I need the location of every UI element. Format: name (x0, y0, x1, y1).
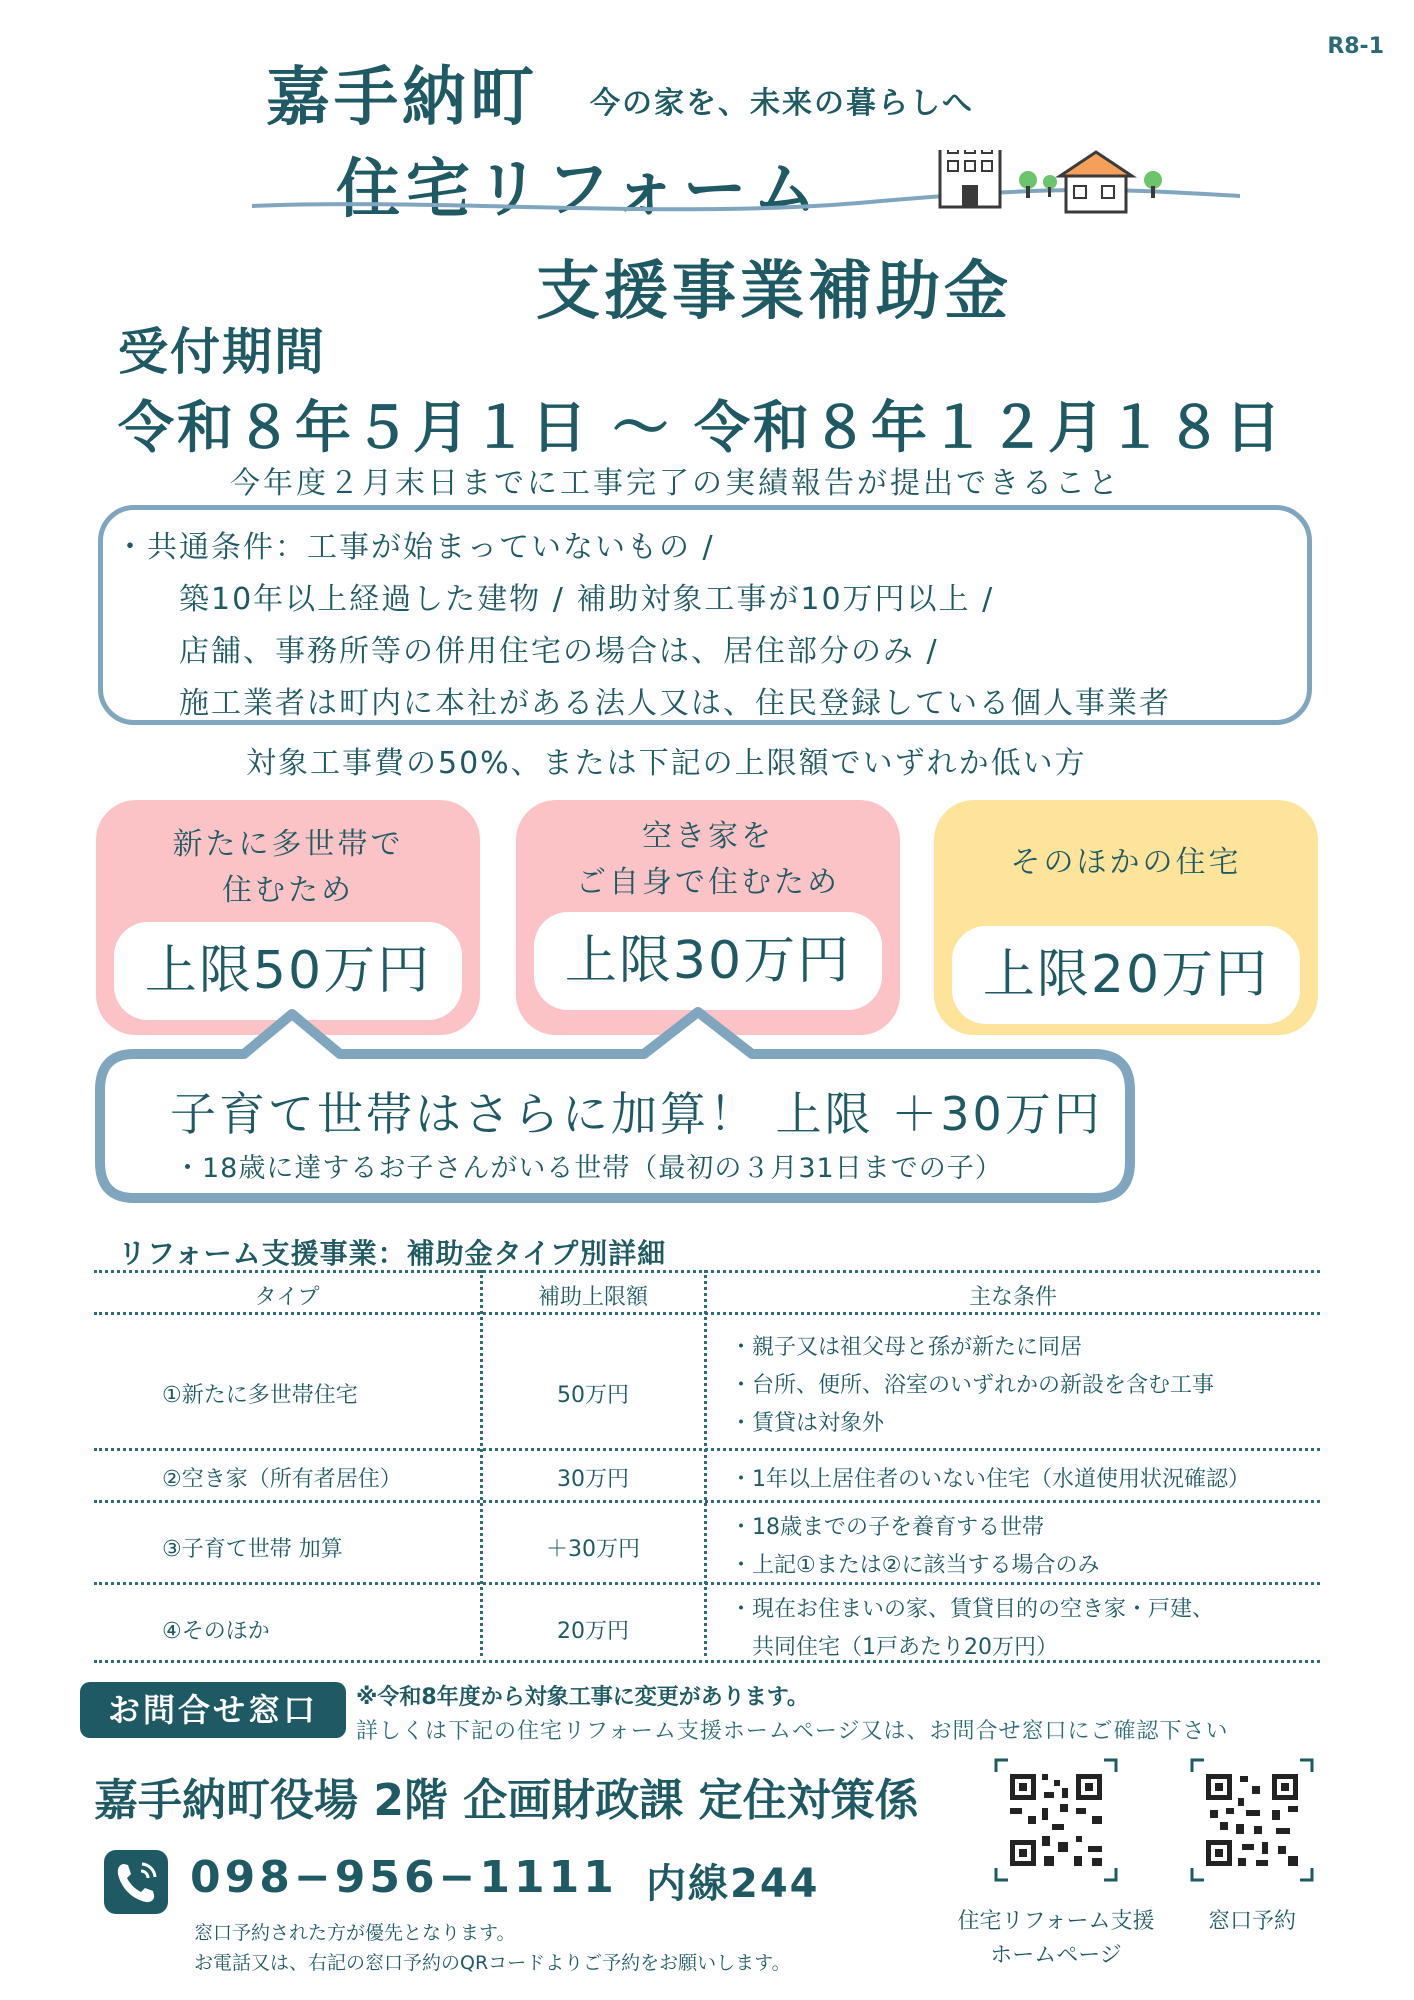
table-rule (94, 1312, 1320, 1315)
table-row-amount: 20万円 (557, 1619, 629, 1644)
office-name: 嘉手納町役場 2階 企画財政課 定住対策係 (94, 1775, 919, 1826)
notice-change: ※令和8年度から対象工事に変更があります。 (356, 1685, 809, 1710)
card-multigeneration (96, 800, 480, 1035)
table-row-condition: ・上記①または②に該当する場合のみ (730, 1553, 1100, 1578)
document-id: R8-1 (1327, 34, 1384, 59)
notice-details: 詳しくは下記の住宅リフォーム支援ホームページ又は、お問合せ窓口にご確認下さい (356, 1719, 1229, 1744)
card-title: 新たに多世帯で (172, 827, 404, 862)
table-header-amount: 補助上限額 (537, 1285, 648, 1310)
tree-icon (1144, 171, 1162, 198)
card-vacant-house (516, 800, 900, 1035)
table-column-divider (704, 1270, 707, 1656)
table-title: リフォーム支援事業：補助金タイプ別詳細 (118, 1237, 667, 1270)
table-header-type: タイプ (254, 1285, 320, 1310)
conditions-box (98, 505, 1312, 725)
condition-line: 施工業者は町内に本社がある法人又は、住民登録している個人事業者 (179, 686, 1171, 721)
phone-number[interactable]: 098−956−1111 (190, 1852, 618, 1903)
table-row-condition: ・18歳までの子を養育する世帯 (730, 1515, 1044, 1540)
table-rule (94, 1582, 1320, 1585)
header-illustration (250, 150, 1250, 220)
qr-label-homepage: 住宅リフォーム支援 (957, 1909, 1155, 1934)
table-header-conditions: 主な条件 (968, 1285, 1057, 1310)
period-note: 今年度２月末日までに工事完了の実績報告が提出できること (230, 466, 1121, 501)
table-rule (94, 1660, 1320, 1663)
card-limit: 上限30万円 (534, 912, 882, 1010)
table-row-amount: ＋30万円 (546, 1537, 640, 1562)
card-limit: 上限20万円 (952, 926, 1300, 1024)
table-row-condition: ・現在お住まいの家、賃貸目的の空き家・戸建、 (730, 1597, 1215, 1622)
card-title: そのほかの住宅 (1010, 845, 1242, 880)
table-row-type: ②空き家（所有者居住） (162, 1467, 402, 1492)
building-icon (940, 150, 1000, 207)
slogan: 今の家を、未来の暮らしへ (590, 86, 974, 121)
inquiry-badge: お問合せ窓口 (80, 1682, 346, 1738)
table-rule (94, 1270, 1320, 1273)
table-row-condition: 共同住宅（1戸あたり20万円） (752, 1635, 1058, 1660)
table-row-type: ①新たに多世帯住宅 (162, 1383, 358, 1408)
rate-note: 対象工事費の50%、または下記の上限額でいずれか低い方 (246, 746, 1087, 781)
town-name: 嘉手納町 (266, 61, 538, 135)
phone-icon (104, 1850, 168, 1914)
house-icon (1060, 152, 1132, 212)
table-rule (94, 1448, 1320, 1451)
table-row-condition: ・親子又は祖父母と孫が新たに同居 (730, 1335, 1083, 1360)
card-title: ご自身で住むため (576, 865, 840, 900)
reservation-note: 窓口予約された方が優先となります。 (194, 1922, 516, 1944)
kids-bonus-text: 子育て世帯はさらに加算！ 上限 ＋30万円 (170, 1087, 1103, 1141)
reservation-instruction: お電話又は、右記の窓口予約のQRコードよりご予約をお願いします。 (194, 1952, 791, 1974)
condition-line: 店舗、事務所等の併用住宅の場合は、居住部分のみ / (179, 634, 939, 669)
table-row-condition: ・1年以上居住者のいない住宅（水道使用状況確認） (730, 1467, 1250, 1492)
title-line2: 支援事業補助金 (536, 255, 1012, 329)
period-dates: 令和８年５月１日 ～ 令和８年１２月１８日 (118, 396, 1284, 461)
card-other-house (934, 800, 1318, 1035)
period-label: 受付期間 (118, 323, 326, 381)
condition-line: 築10年以上経過した建物 / 補助対象工事が10万円以上 / (179, 582, 995, 617)
table-rule (94, 1500, 1320, 1503)
title-line1: 住宅リフォーム (336, 153, 823, 227)
table-row-type: ③子育て世帯 加算 (162, 1537, 343, 1562)
table-row-condition: ・賃貸は対象外 (730, 1411, 885, 1436)
card-title: 住むため (222, 873, 354, 908)
phone-extension: 内線244 (646, 1861, 820, 1907)
table-row-amount: 50万円 (557, 1383, 629, 1408)
qr-label-homepage: ホームページ (990, 1943, 1122, 1968)
qr-code-icon[interactable] (994, 1758, 1118, 1882)
table-row-amount: 30万円 (557, 1467, 629, 1492)
tree-icon (1019, 171, 1057, 198)
qr-code-icon[interactable] (1190, 1758, 1314, 1882)
card-limit: 上限50万円 (114, 922, 462, 1020)
table-row-type: ④そのほか (162, 1619, 270, 1644)
condition-line: ・共通条件：工事が始まっていないもの / (115, 530, 715, 565)
kids-bonus-note: ・18歳に達するお子さんがいる世帯（最初の３月31日までの子） (174, 1153, 1003, 1184)
table-row-condition: ・台所、便所、浴室のいずれかの新設を含む工事 (730, 1373, 1215, 1398)
qr-label-reservation: 窓口予約 (1207, 1909, 1296, 1934)
card-title: 空き家を (642, 819, 774, 854)
